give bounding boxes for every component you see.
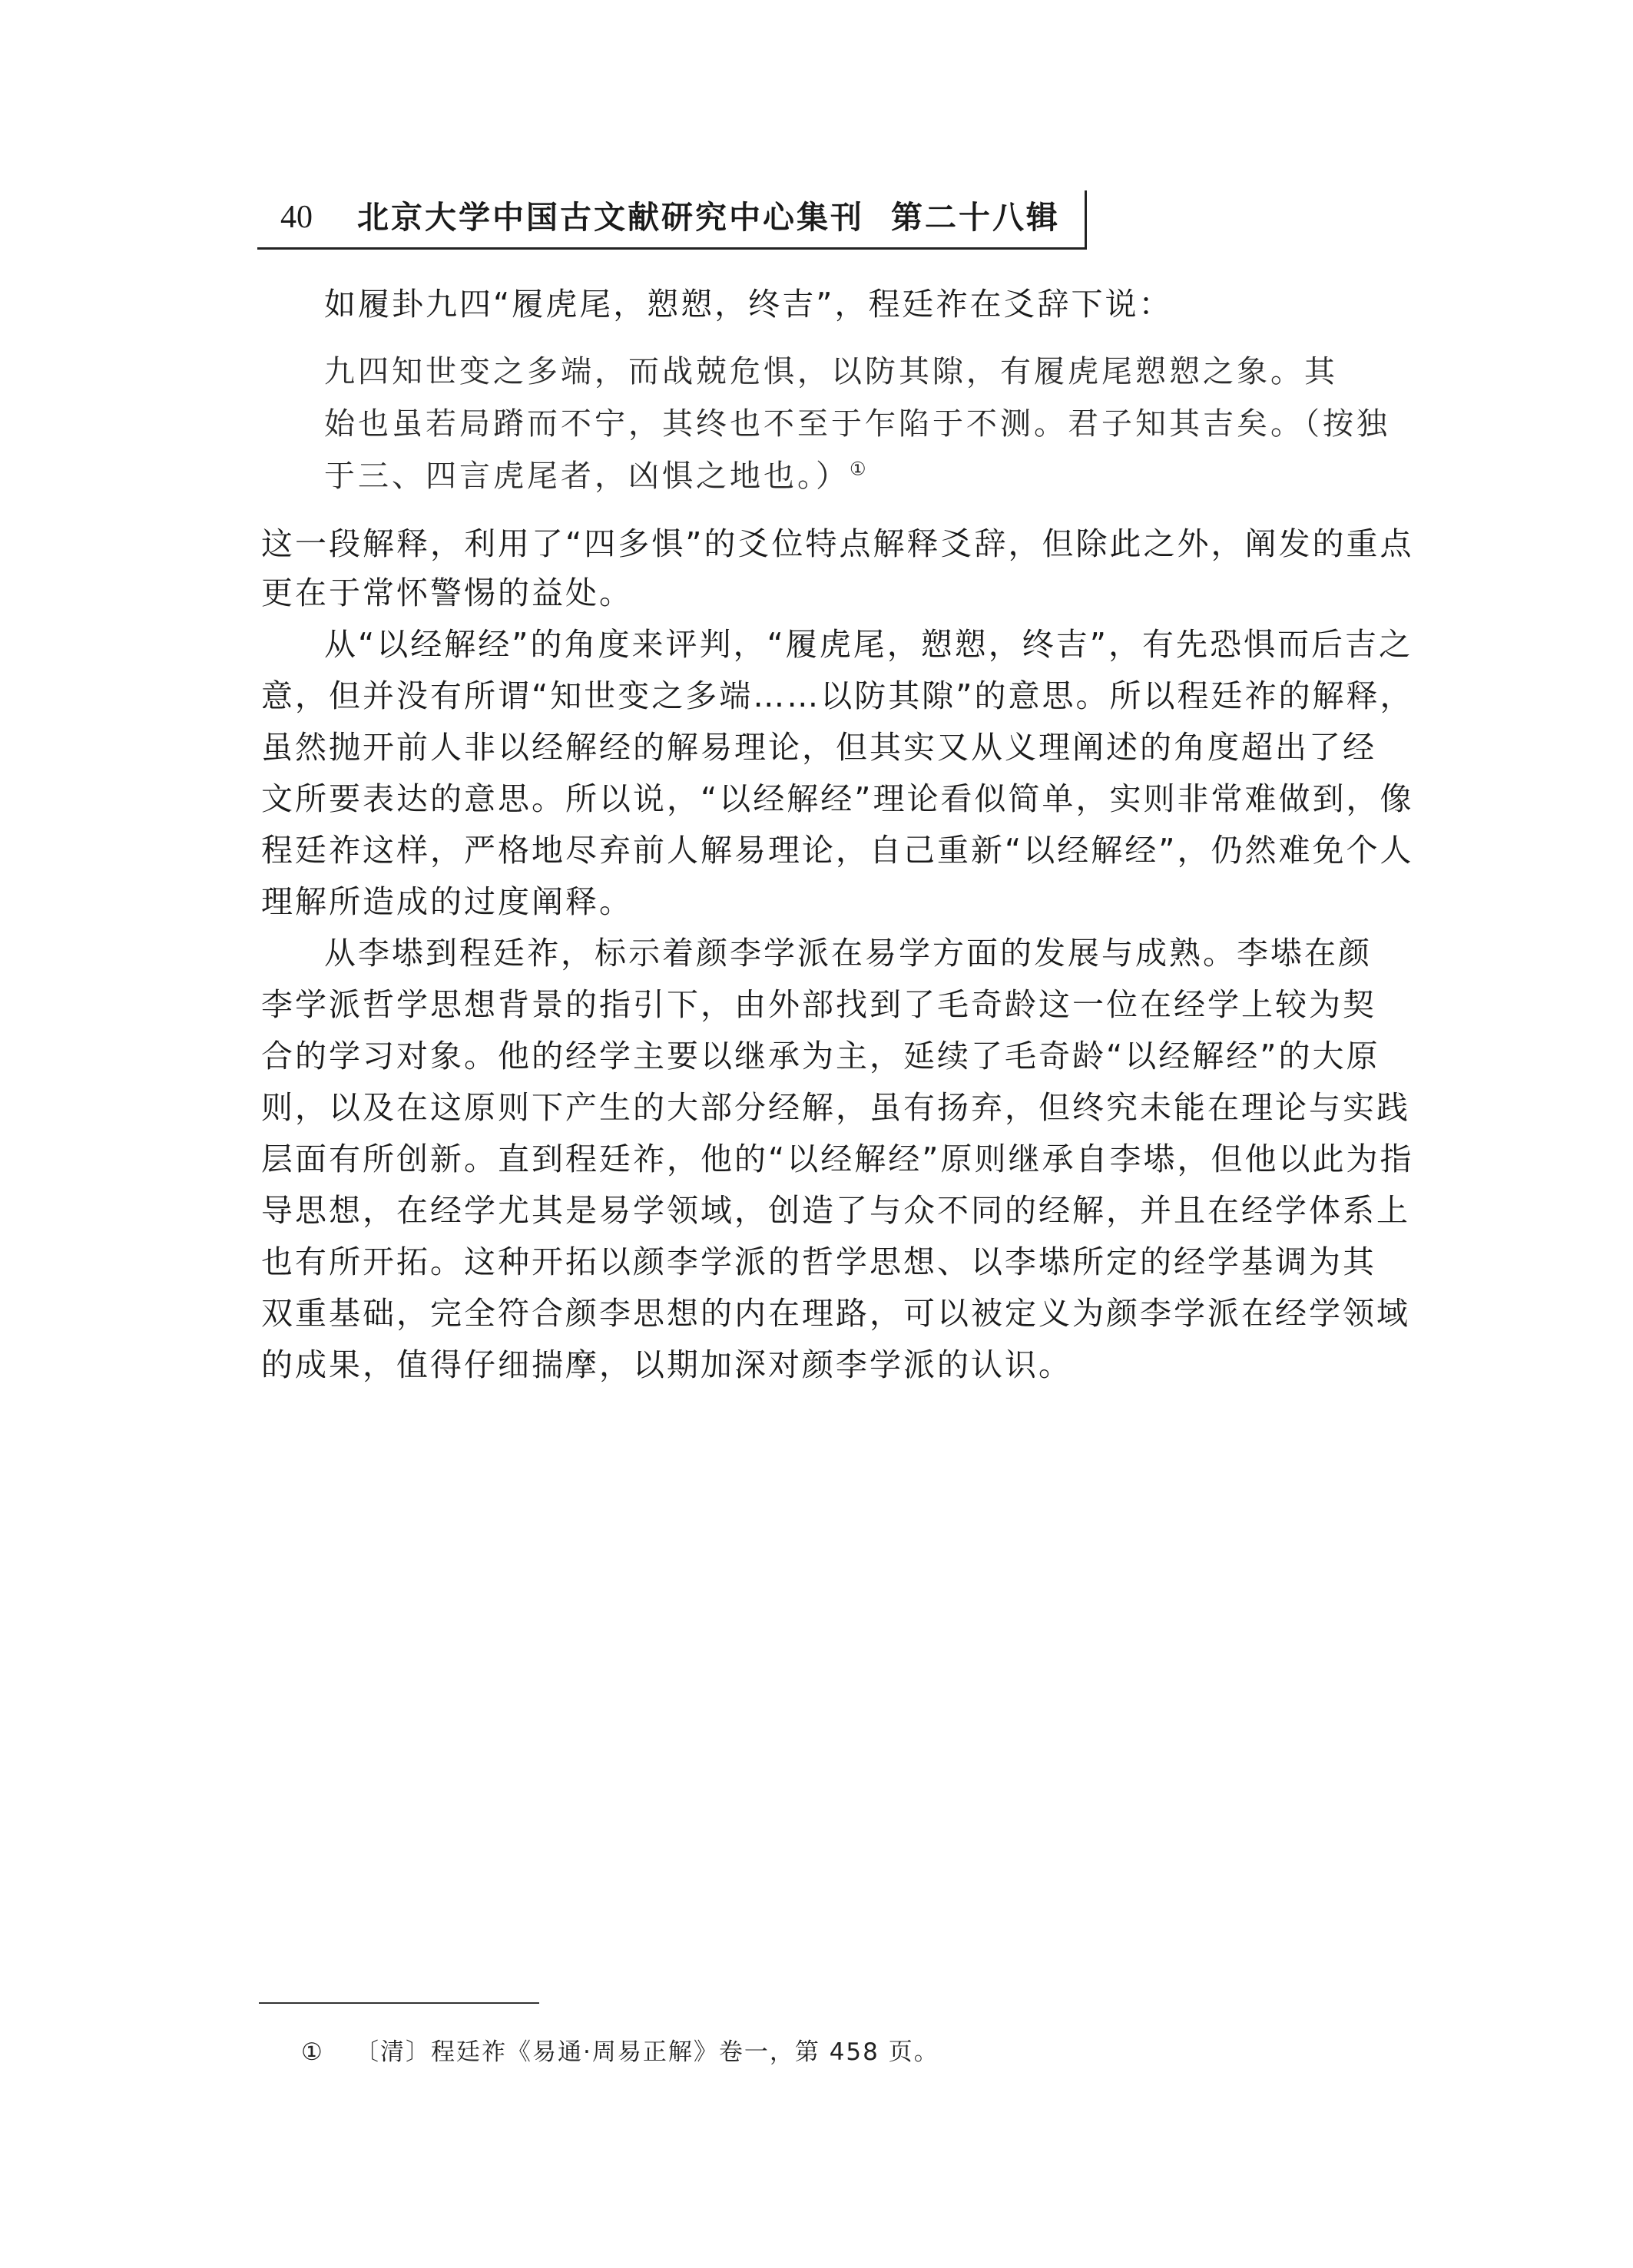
paragraph-line: 李学派哲学思想背景的指引下，由外部找到了毛奇龄这一位在经学上较为契: [261, 986, 1376, 1023]
footnote-rule: [259, 2002, 539, 2004]
running-title: 北京大学中国古文献研究中心集刊: [357, 199, 864, 236]
paragraph-line: 从“以经解经”的角度来评判，“履虎尾，愬愬，终吉”，有先恐惧而后吉之: [324, 626, 1413, 663]
quote-line: 九四知世变之多端，而战兢危惧，以防其隙，有履虎尾愬愬之象。其: [324, 354, 1338, 389]
paragraph-line: 的成果，值得仔细揣摩，以期加深对颜李学派的认识。: [261, 1346, 1072, 1383]
quote-line-last: [324, 455, 1369, 498]
paragraph-line: 更在于常怀警惕的益处。: [261, 574, 633, 611]
paragraph-line: 则，以及在这原则下产生的大部分经解，虽有扬弃，但终究未能在理论与实践: [261, 1089, 1410, 1126]
paragraph-line: 从李塨到程廷祚，标示着颜李学派在易学方面的发展与成熟。李塨在颜: [324, 935, 1372, 972]
intro-line: 如履卦九四“履虎尾，愬愬，终吉”，程廷祚在爻辞下说：: [324, 286, 1173, 323]
paragraph-line: 也有所开拓。这种开拓以颜李学派的哲学思想、以李塨所定的经学基调为其: [261, 1243, 1376, 1280]
quote-text: 于三、四言虎尾者，凶惧之地也。）: [324, 459, 850, 494]
paragraph-line: 双重基础，完全符合颜李思想的内在理路，可以被定义为颜李学派在经学领域: [261, 1295, 1410, 1332]
header-rule: [257, 247, 1087, 250]
paragraph-line: 理解所造成的过度阐释。: [261, 883, 633, 920]
paragraph-line: 层面有所创新。直到程廷祚，他的“以经解经”原则继承自李塨，但他以此为指: [261, 1141, 1414, 1177]
paragraph-line: 文所要表达的意思。所以说，“以经解经”理论看似简单，实则非常难做到，像: [261, 780, 1414, 817]
footnote-reference[interactable]: ①: [850, 458, 869, 480]
paragraph-line: 虽然抛开前人非以经解经的解易理论，但其实又从义理阐述的角度超出了经: [261, 729, 1376, 766]
issue-label: 第二十八辑: [891, 199, 1060, 236]
paragraph-line: 意，但并没有所谓“知世变之多端……以防其隙”的意思。所以程廷祚的解释，: [261, 677, 1414, 714]
footnote-text: 〔清〕程廷祚《易通·周易正解》卷一，第 458 页。: [355, 2038, 939, 2066]
paragraph-line: 合的学习对象。他的经学主要以继承为主，延续了毛奇龄“以经解经”的大原: [261, 1038, 1380, 1074]
footnote-number: ①: [301, 2038, 324, 2066]
running-header: [257, 190, 1087, 244]
quote-line: 始也虽若局蹐而不宁，其终也不至于乍陷于不测。君子知其吉矣。（按独: [324, 406, 1390, 442]
paragraph-line: 导思想，在经学尤其是易学领域，创造了与众不同的经解，并且在经学体系上: [261, 1192, 1410, 1229]
paragraph-line: 程廷祚这样，严格地尽弃前人解易理论，自己重新“以经解经”，仍然难免个人: [261, 832, 1414, 869]
page-number: 40: [280, 200, 313, 235]
footnote: [301, 2035, 939, 2069]
paragraph-line: 这一段解释，利用了“四多惧”的爻位特点解释爻辞，但除此之外，阐发的重点: [261, 525, 1414, 562]
header-rule-vertical: [1085, 190, 1087, 250]
